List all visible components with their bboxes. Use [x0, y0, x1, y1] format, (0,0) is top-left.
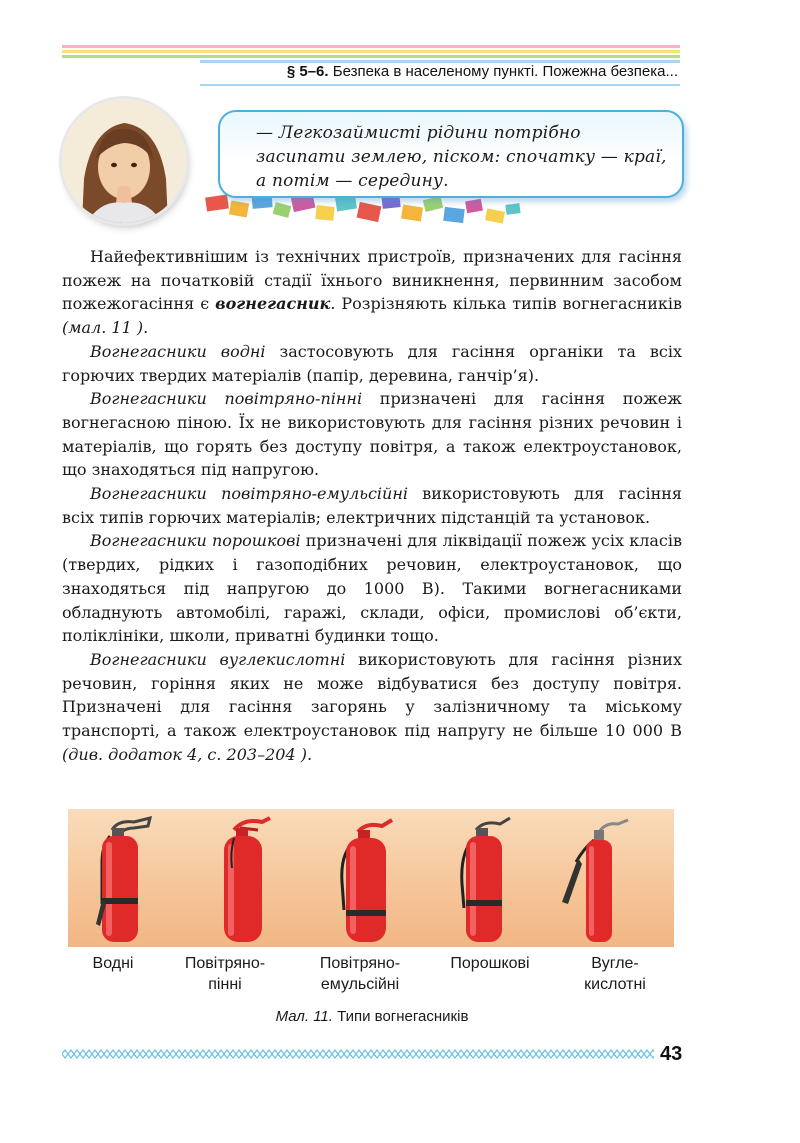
powder-extinguisher-icon — [452, 812, 522, 944]
paragraph-lead: Вогнегасники повітряно-пінні — [90, 389, 363, 409]
label-line: Повітряно- — [319, 955, 401, 972]
section-title: Безпека в населеному пункті. Пожежна безпека... — [332, 63, 678, 80]
stripe-yellow — [62, 50, 680, 53]
running-header — [200, 63, 678, 80]
paragraph-lead: Вогнегасники повітряно-емульсійні — [90, 484, 408, 504]
figure-caption — [62, 1008, 682, 1025]
label-line: Вугле- — [591, 955, 639, 972]
section-number: § 5–6. — [286, 63, 329, 80]
avatar — [62, 99, 186, 223]
paragraph-text: . Розрізняють кілька типів вогнегасників — [330, 294, 683, 314]
main-text — [62, 245, 682, 766]
paragraph-3 — [62, 387, 682, 482]
label-water — [68, 953, 158, 974]
label-line: Повітряно- — [184, 955, 266, 972]
foam-extinguisher-icon — [210, 812, 280, 944]
paragraph-text: використовують для гасіння різних речовин, горіння яких не може відбуватися без доступу повітря. Призначені для гасіння загорянь у залізничному та міському транспорті, а також електроустановок під напругу не більше 10 000 В — [62, 649, 682, 741]
page-number: 43 — [660, 1043, 683, 1065]
paragraph-lead: Вогнегасники водні — [90, 341, 266, 361]
paragraph-text: застосовують для гасіння органіки та всіх горючих твердих матеріалів (папір, деревина, ганчір’я). — [62, 341, 682, 385]
appendix-reference: (див. додаток 4, с. 203–204 ) — [62, 744, 307, 764]
label-line: Порошкові — [450, 955, 530, 972]
caption-prefix: Мал. 11. — [275, 1008, 333, 1025]
paragraph-end: . — [306, 744, 313, 764]
speech-bubble — [218, 110, 684, 198]
figure-reference: (мал. 11 ) — [62, 318, 144, 338]
label-co2 — [560, 953, 670, 995]
term-bold: вогнегасник — [215, 294, 331, 314]
paragraph-lead: Вогнегасники вуглекислотні — [90, 649, 346, 669]
footer-wave-divider — [62, 1048, 654, 1060]
paragraph-end: . — [143, 318, 149, 338]
thinking-girl-illustration — [62, 99, 186, 223]
stripe-green — [62, 55, 680, 58]
paragraph-text: призначені для гасіння пожеж вогнегасною піною. Їх не використовують для гасіння різних речовин і матеріалів, що горять без доступу повітря, а також електроустановок, що знаходяться під напругою. — [62, 389, 682, 480]
label-line: емульсійні — [320, 976, 400, 993]
caption-text: Типи вогнегасників — [337, 1008, 469, 1025]
paragraph-text: призначені для ліквідації пожеж усіх класів (твердих, рідких і газоподібних речовин, електроустановок, що знаходяться під напругою до 1000 В). Такими вогнегасниками обладнують автомобілі, гаражі, склади, офіси, промислові об’єкти, поліклініки, школи, приватні будинки тощо. — [62, 531, 682, 646]
emulsion-extinguisher-icon — [332, 812, 402, 944]
co2-extinguisher-icon — [556, 812, 632, 944]
label-emulsion — [300, 953, 420, 995]
paragraph-5 — [62, 529, 682, 648]
stripe-blue-bottom — [200, 84, 680, 86]
water-extinguisher-icon — [88, 812, 158, 944]
paragraph-1 — [62, 245, 682, 340]
label-powder — [432, 953, 548, 974]
paragraph-6 — [62, 648, 682, 767]
paragraph-text: Найефективнішим із технічних пристроїв, призначених для гасіння пожеж на початковій стадії їхнього виникнення, первинним засобом пожежогасіння є — [62, 247, 682, 314]
paragraph-4 — [62, 482, 682, 529]
paragraph-lead: Вогнегасники порошкові — [90, 531, 301, 551]
label-line: кислотні — [584, 976, 646, 993]
stripe-pink — [62, 45, 680, 48]
label-line: пінні — [208, 976, 242, 993]
paragraph-2 — [62, 340, 682, 387]
label-line: Водні — [92, 955, 134, 972]
quote-text: — Легкозаймисті рідини потрібно засипати землею, піском: спочатку — краї, а потім — середину. — [256, 123, 667, 191]
paragraph-text: використовують для гасіння всіх типів горючих матеріалів; електричних підстанцій та установок. — [62, 484, 682, 527]
label-foam — [170, 953, 280, 995]
